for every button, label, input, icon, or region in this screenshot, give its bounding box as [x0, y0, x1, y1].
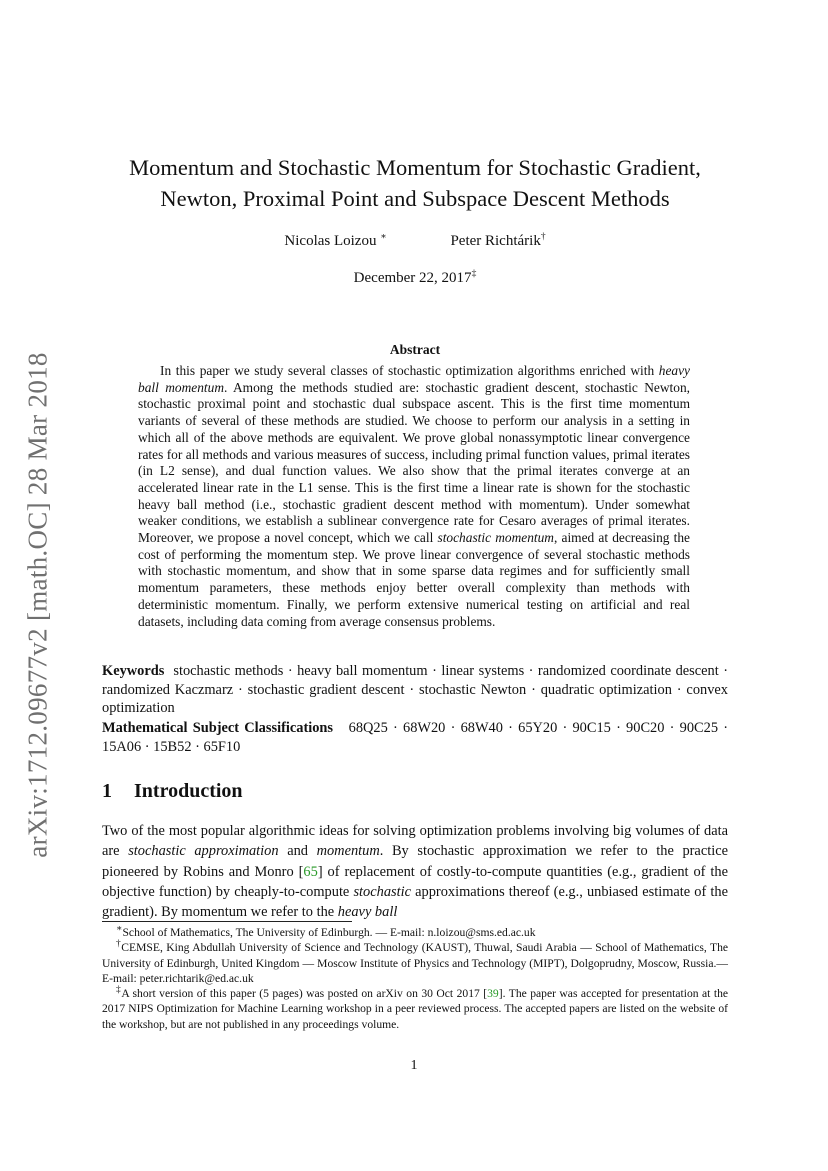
abstract-heading: Abstract	[389, 342, 441, 357]
author-name: Nicolas Loizou	[284, 233, 377, 249]
paper-title	[60, 152, 770, 214]
author-footnote-mark: †	[540, 232, 546, 242]
author-footnote-mark: ∗	[380, 232, 387, 242]
section-title: Introduction	[134, 780, 243, 802]
citation-link[interactable]: 65	[303, 863, 318, 880]
intro-text: Two of the most popular algorithmic ideas for solving optimization problems involving big volumes of data are	[102, 823, 728, 860]
intro-text: approximations thereof (e.g., unbiased estimate of the gradient). By momentum we refer to the	[102, 883, 728, 921]
intro-emphasis: heavy ball	[337, 904, 398, 921]
intro-text: ] of replacement of costly-to-compute quantities (e.g., gradient of the objective function) by cheaply-to-compute	[102, 863, 729, 900]
footnote-mark: ‡	[116, 985, 122, 996]
section-heading	[102, 780, 243, 803]
footnote-2	[102, 940, 728, 986]
arxiv-sidebar	[18, 340, 58, 870]
author-1	[284, 233, 386, 250]
section-number: 1	[102, 780, 112, 802]
date-text: December 22, 2017	[353, 270, 472, 286]
keywords	[102, 662, 728, 718]
abstract-emphasis: stochastic momentum	[437, 530, 554, 546]
footnote-text: School of Mathematics, The University of Edinburgh. — E-mail: n.loizou@sms.ed.ac.uk	[122, 926, 536, 939]
footnotes	[102, 925, 728, 1032]
footnote-3	[102, 986, 728, 1032]
footnote-divider	[102, 921, 352, 922]
footnote-text: ]. The paper was accepted for presentation at the 2017 NIPS Optimization for Machine Learning workshop in a peer reviewed process. The accepted papers are listed on the website of the workshop, but are not published in any proceedings volume.	[102, 987, 729, 1031]
author-name: Peter Richtárik	[450, 233, 541, 249]
msc-text: 68Q25 · 68W20 · 68W40 · 65Y20 · 90C15 · 90C20 · 90C25 · 15A06 · 15B52 · 65F10	[102, 720, 729, 755]
author-2	[450, 233, 545, 250]
intro-text: . By stochastic approximation we refer to the practice pioneered by Robins and Monro [	[102, 843, 728, 880]
abstract-emphasis: heavy ball momentum	[138, 363, 690, 395]
keywords-text: stochastic methods · heavy ball momentum · linear systems · randomized coordinate descent · randomized Kaczmarz · stochastic gradient descent · stochastic Newton · quadratic optimization · convex optimization	[102, 663, 728, 716]
title-line-1: Momentum and Stochastic Momentum for Stochastic Gradient,	[129, 155, 701, 180]
page-number: 1	[410, 1058, 418, 1073]
author-list	[60, 233, 770, 250]
intro-paragraph	[102, 821, 728, 922]
footnote-text: A short version of this paper (5 pages) was posted on arXiv on 30 Oct 2017 [	[121, 987, 488, 1001]
msc-label: Mathematical Subject Classifications	[102, 720, 334, 736]
footnote-1	[102, 925, 728, 940]
intro-emphasis: momentum	[316, 843, 380, 860]
arxiv-identifier: arXiv:1712.09677v2 [math.OC] 28 Mar 2018	[22, 352, 53, 858]
keywords-label: Keywords	[102, 663, 165, 679]
subject-classifications	[102, 719, 728, 756]
abstract-body	[138, 363, 690, 630]
footnote-text: CEMSE, King Abdullah University of Science and Technology (KAUST), Thuwal, Saudi Arabia — School of Mathematics, The University of Edinburgh, United Kingdom — Moscow Institute of Physics and Technology (MIPT), Dolgoprudny, Moscow, Russia.— E-mail: peter.richtarik@ed.ac.uk	[102, 941, 729, 985]
citation-link[interactable]: 39	[487, 987, 499, 1001]
abstract-text: , aimed at decreasing the cost of performing the momentum step. We prove linear convergence of several stochastic methods with stochastic momentum, and show that in some sparse data regimes and for sufficiently small momentum parameters, these methods enjoy better overall complexity than methods with deterministic momentum. Finally, we perform extensive numerical testing on artificial and real datasets, including data coming from average consensus problems.	[138, 530, 690, 629]
intro-emphasis: stochastic	[353, 883, 412, 900]
date-footnote-mark: ‡	[471, 269, 477, 279]
title-line-2: Newton, Proximal Point and Subspace Descent Methods	[160, 186, 670, 211]
footnote-mark: ∗	[116, 924, 123, 935]
abstract-text: . Among the methods studied are: stochastic gradient descent, stochastic Newton, stochastic proximal point and stochastic dual subspace ascent. This is the first time momentum variants of several of these methods are studied. We choose to perform our analysis in a setting in which all of the above methods are equivalent. We prove global nonassymptotic linear convergence rates for all methods and various measures of success, including primal function values, primal iterates (in L2 sense), and dual function values. We also show that the primal iterates converge at an accelerated linear rate in the L1 sense. This is the first time a linear rate is shown for the stochastic heavy ball method (i.e., stochastic gradient descent method with momentum). Under somewhat weaker conditions, we establish a sublinear convergence rate for Cesaro averages of primal iterates. Moreover, we propose a novel concept, which we call	[138, 379, 690, 546]
intro-text: and	[278, 843, 317, 860]
intro-emphasis: stochastic approximation	[128, 843, 279, 860]
footnote-mark: †	[116, 939, 122, 950]
paper-date	[60, 270, 770, 287]
abstract-text: In this paper we study several classes of stochastic optimization algorithms enriched with	[160, 363, 659, 378]
